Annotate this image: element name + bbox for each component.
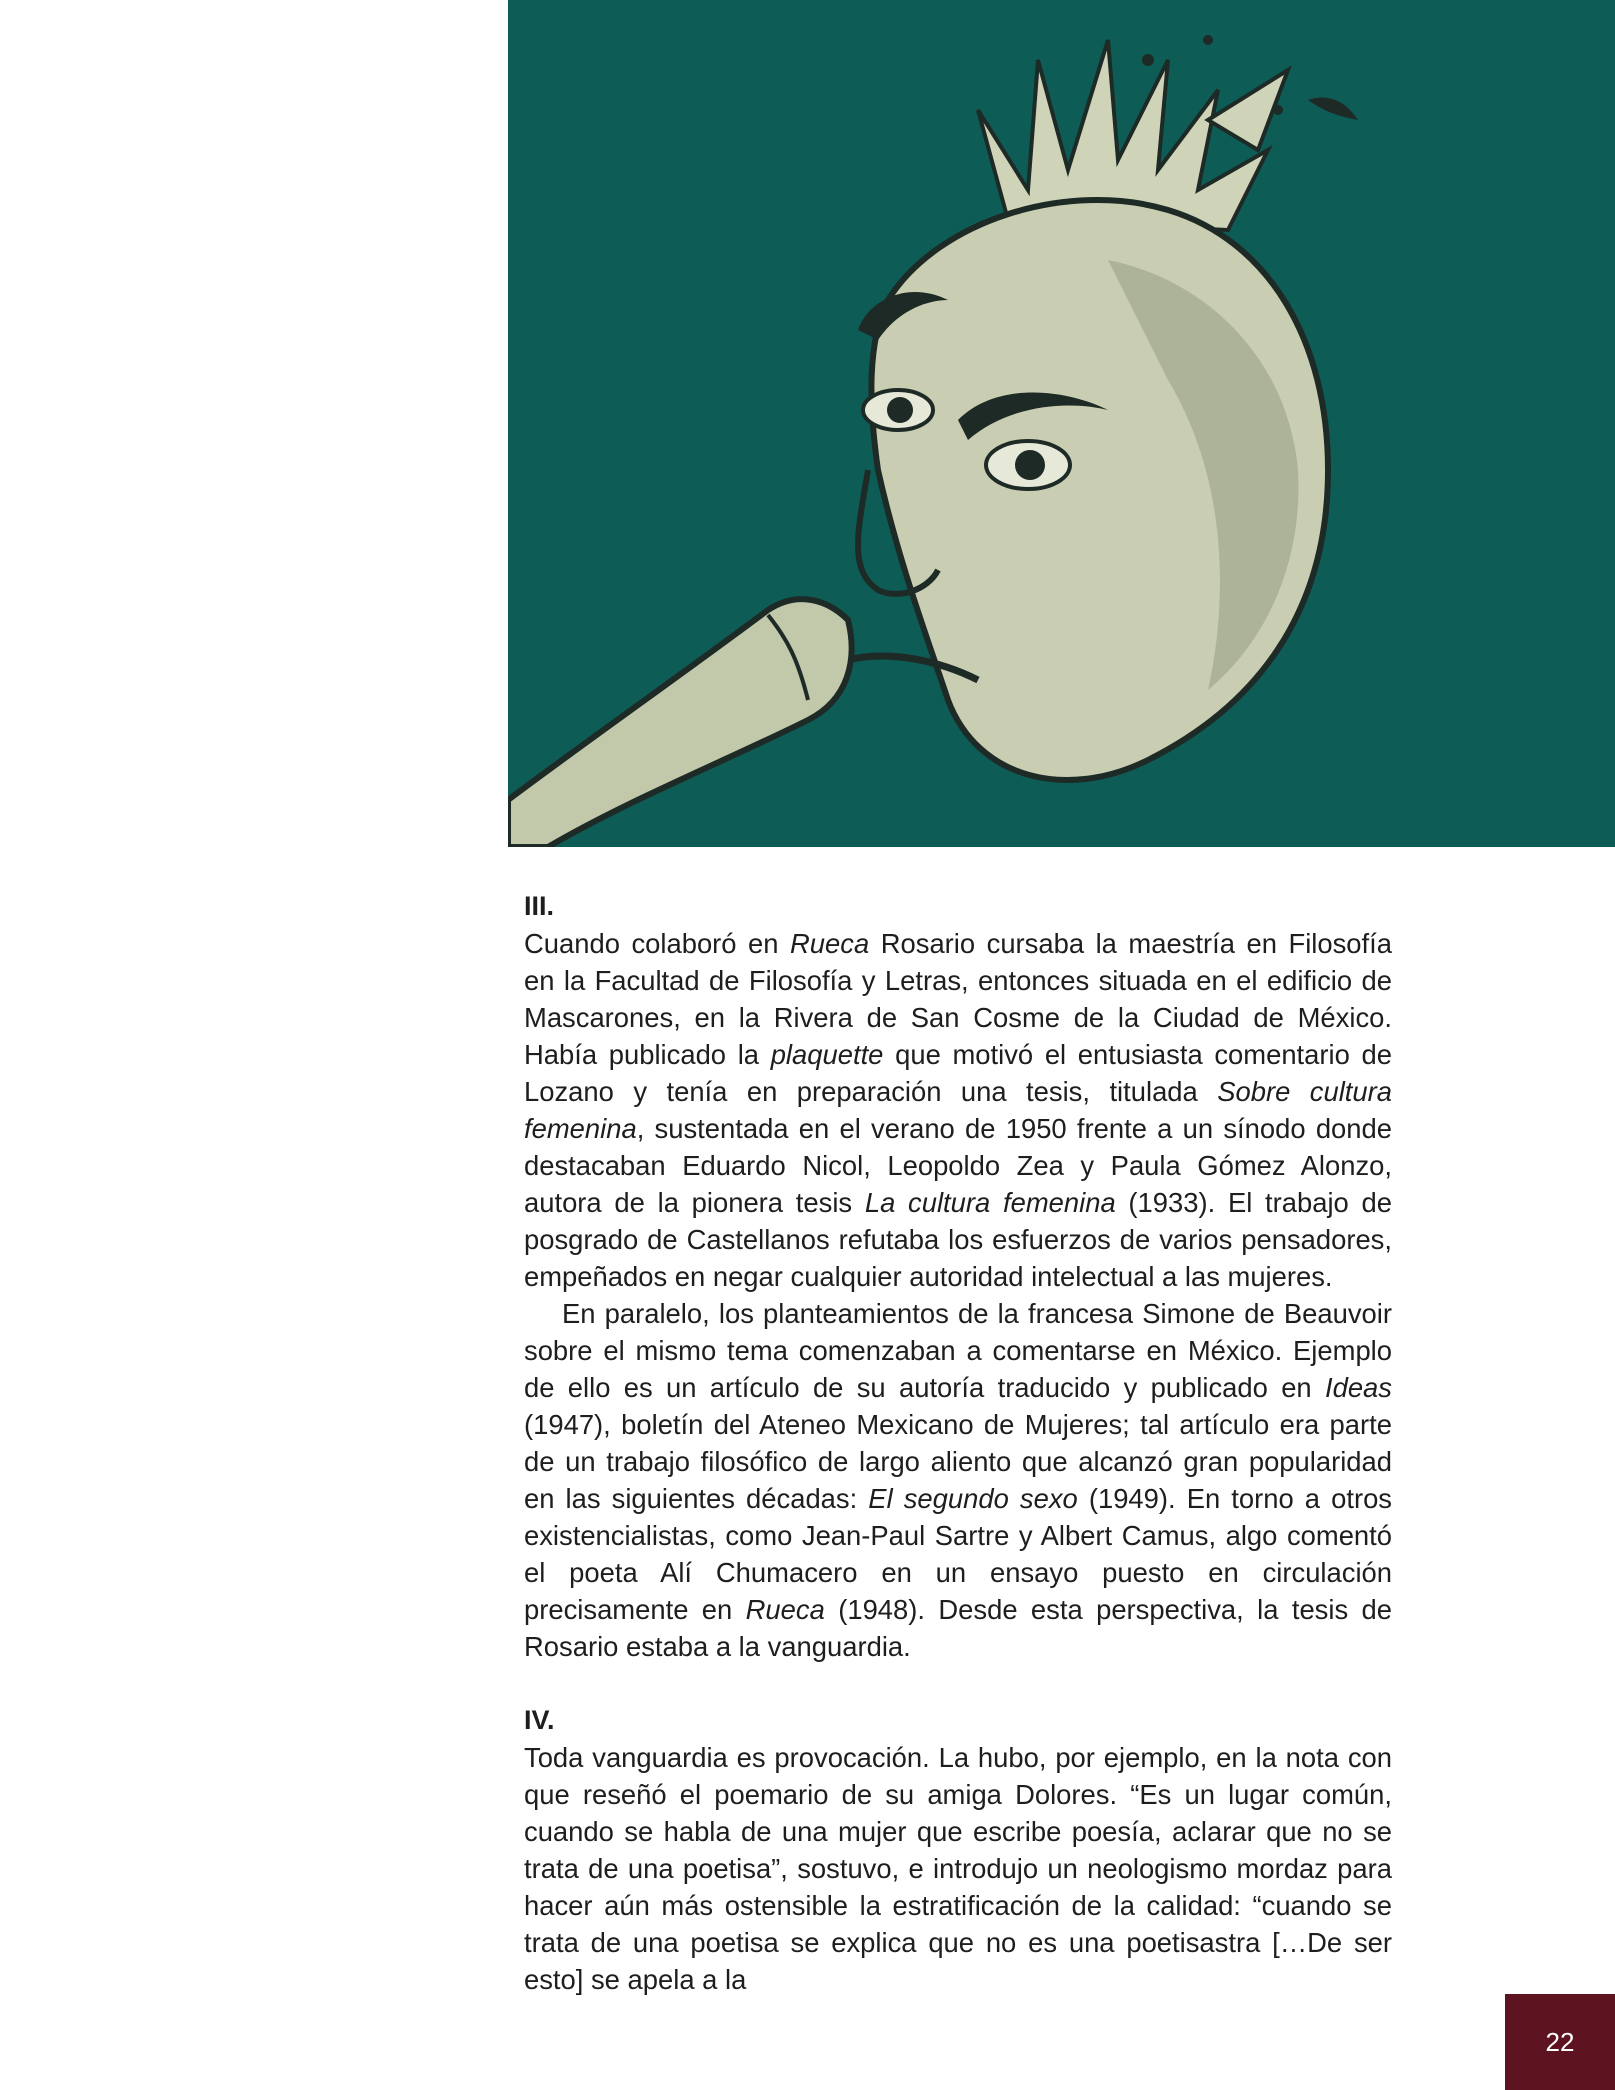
paragraph (524, 1739, 1392, 1998)
paragraph (524, 1295, 1392, 1665)
text-run: (1933). El trabajo de posgrado de Castellanos refutaba los esfuerzos de varios pensadores, empeñados en negar cualquier autoridad intelectual a las mujeres. (524, 1187, 1392, 1292)
text-run: En paralelo, los planteamientos de la francesa Simone de Beauvoir sobre el mismo tema comenzaban a comentarse en México. Ejemplo de ello es un artículo de su autoría traducido y publicado en (524, 1298, 1392, 1403)
text-run: Toda vanguardia es provocación. La hubo, por ejemplo, en la nota con que reseñó el poemario de su amiga Dolores. “Es un lugar común, cuando se habla de una mujer que escribe poesía, aclarar que no se trata de una poetisa”, sostuvo, e introdujo un neologismo mordaz para hacer aún más ostensible la estratificación de la calidad: “cuando se trata de una poetisa se explica que no es una poetisastra […De ser esto] se apela a la (524, 1742, 1392, 1995)
italic-title: plaquette (770, 1039, 884, 1070)
text-run: (1949). En torno a otros existencialistas, como Jean-Paul Sartre y Albert Camus, algo comentó el poeta Alí Chumacero en un ensayo puesto en circulación precisamente en (524, 1483, 1392, 1625)
section-spacer (524, 1665, 1392, 1702)
section-heading-iv: IV. (524, 1705, 555, 1735)
article-body (524, 888, 1392, 1998)
page-number: 22 (1545, 2026, 1575, 2057)
italic-title: Rueca (745, 1594, 825, 1625)
italic-title: Rueca (790, 928, 870, 959)
page-number-box (1505, 1994, 1615, 2090)
italic-title: Sobre cultura femenina (524, 1076, 1392, 1144)
italic-title: La cultura femenina (864, 1187, 1116, 1218)
italic-title: El segundo sexo (868, 1483, 1078, 1514)
portrait-drawing (508, 0, 1615, 847)
text-run: que motivó el entusiasta comentario de Lozano y tenía en preparación una tesis, titulada (524, 1039, 1392, 1107)
text-run: , sustentada en el verano de 1950 frente a un sínodo donde destacaban Eduardo Nicol, Leopoldo Zea y Paula Gómez Alonzo, autora de la pionera tesis (524, 1113, 1392, 1218)
text-run: (1948). Desde esta perspectiva, la tesis de Rosario estaba a la vanguardia. (524, 1594, 1392, 1662)
portrait-illustration (508, 0, 1615, 847)
text-run: Rosario cursaba la maestría en Filosofía en la Facultad de Filosofía y Letras, entonces situada en el edificio de Mascarones, en la Rivera de San Cosme de la Ciudad de México. Había publicado la (524, 928, 1392, 1070)
section-heading-iii: III. (524, 891, 555, 921)
paragraph (524, 925, 1392, 1295)
text-run: (1947), boletín del Ateneo Mexicano de Mujeres; tal artículo era parte de un trabajo filosófico de largo aliento que alcanzó gran popularidad en las siguientes décadas: (524, 1409, 1392, 1514)
text-run: Cuando colaboró en (524, 928, 791, 959)
italic-title: Ideas (1324, 1372, 1392, 1403)
